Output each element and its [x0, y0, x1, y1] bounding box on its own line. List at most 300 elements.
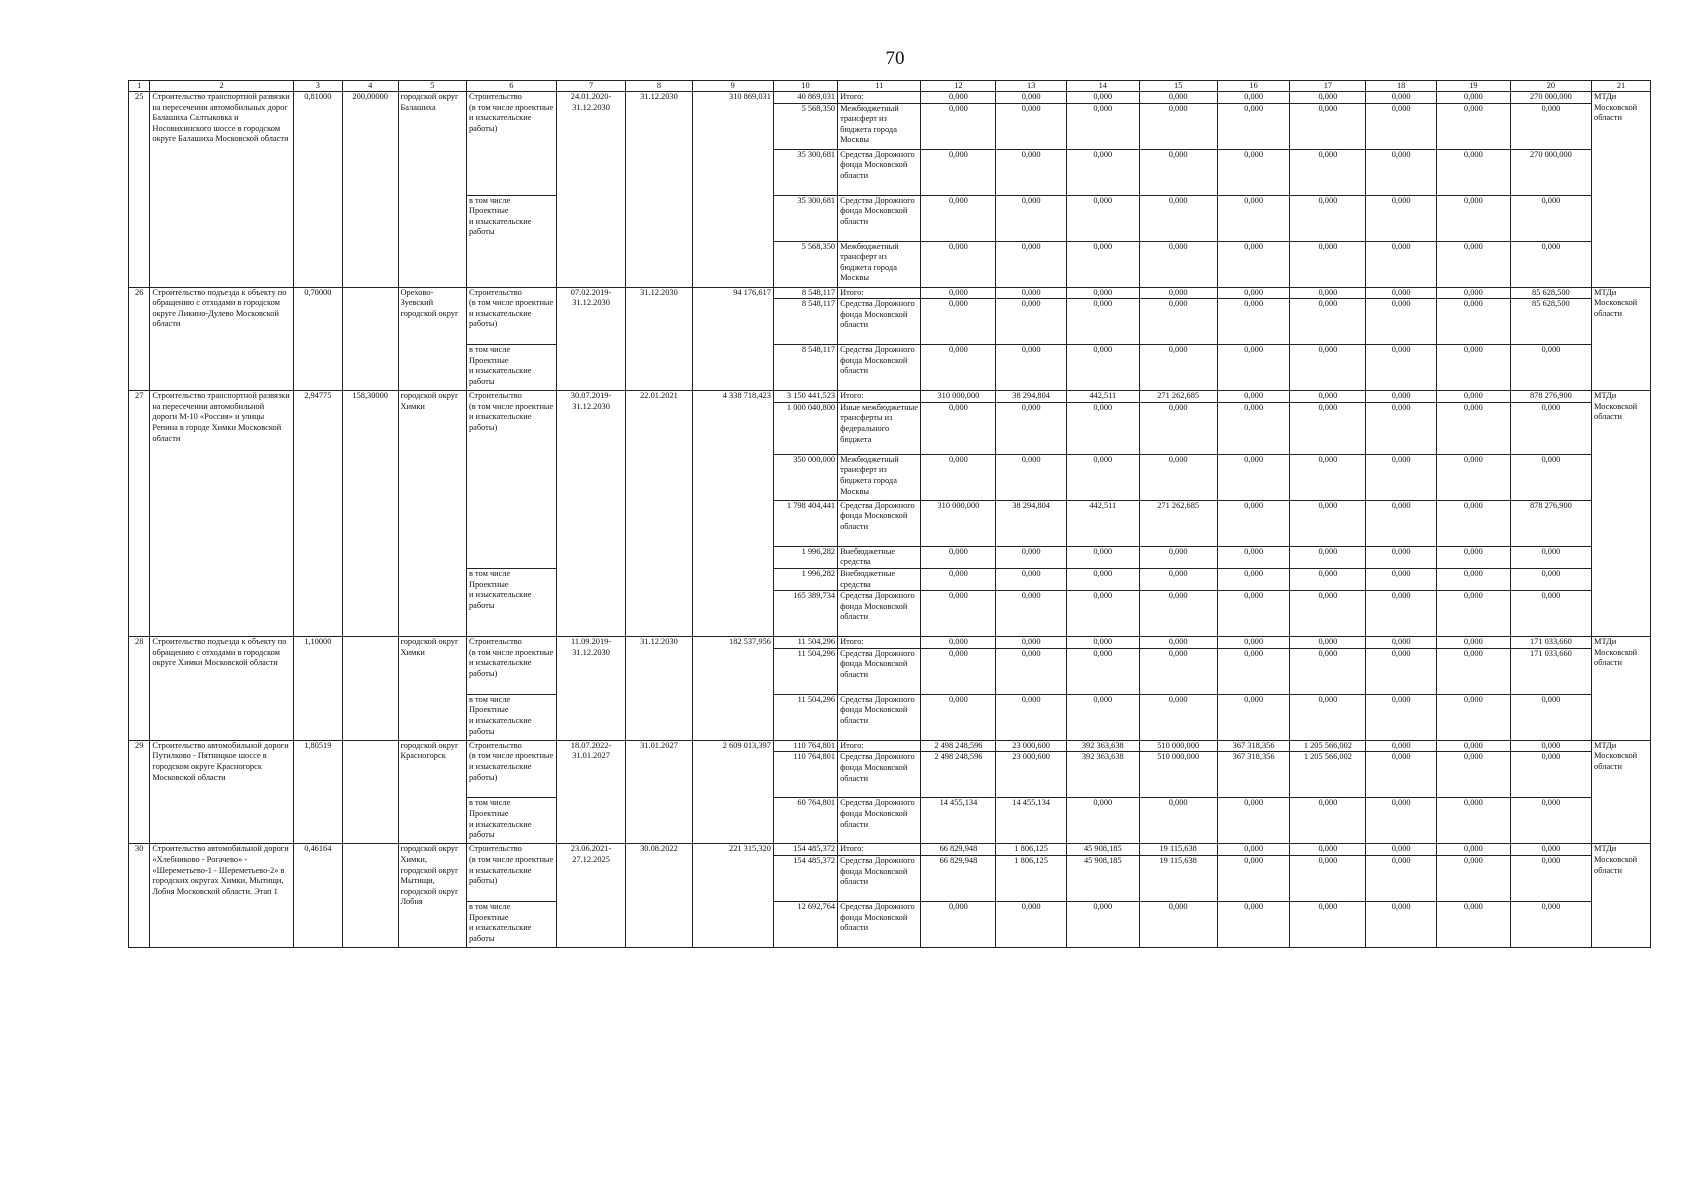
financed-amount: 165 389,734: [773, 591, 837, 637]
year-value: 0,000: [1436, 92, 1510, 104]
year-value: 0,000: [1436, 798, 1510, 844]
funding-source: Средства Дорожного фонда Московской области: [838, 648, 921, 694]
year-value: 0,000: [1510, 798, 1591, 844]
year-value: 0,000: [1510, 901, 1591, 947]
work-type: в том числе Проектные и изыскательские работы: [466, 568, 556, 636]
year-value: 0,000: [1366, 637, 1437, 649]
object-number: 28: [129, 637, 150, 741]
year-value: 0,000: [1139, 454, 1217, 500]
object-name: Строительство подъезда к объекту по обращению с отходами в городском округе Ликино-Дулево Московской области: [150, 287, 293, 391]
table-row: [129, 844, 1651, 856]
funding-source: Межбюджетный трансферт из бюджета города Москвы: [838, 241, 921, 287]
year-value: 0,000: [1436, 591, 1510, 637]
financed-amount: 1 996,282: [773, 568, 837, 590]
funding-source: Межбюджетный трансферт из бюджета города Москвы: [838, 454, 921, 500]
object-number: 29: [129, 740, 150, 844]
financed-amount: 5 568,350: [773, 241, 837, 287]
table-row: [129, 637, 1651, 649]
year-value: 0,000: [1436, 241, 1510, 287]
year-value: 1 806,125: [996, 855, 1067, 901]
year-value: 0,000: [1366, 546, 1437, 568]
year-value: 0,000: [1066, 648, 1139, 694]
funding-source: Итого:: [838, 391, 921, 403]
column-number-12: 12: [921, 81, 996, 92]
column-number-8: 8: [626, 81, 692, 92]
year-value: 0,000: [921, 241, 996, 287]
year-value: 171 033,660: [1510, 648, 1591, 694]
column-number-20: 20: [1510, 81, 1591, 92]
column-number-3: 3: [293, 81, 342, 92]
financed-amount: 11 504,296: [773, 648, 837, 694]
year-value: 510 000,000: [1139, 752, 1217, 798]
year-value: 0,000: [1436, 391, 1510, 403]
year-value: 0,000: [1366, 798, 1437, 844]
object-area: 158,30000: [342, 391, 398, 637]
year-value: 0,000: [1217, 844, 1290, 856]
year-value: 0,000: [1139, 287, 1217, 299]
object-name: Строительство автомобильной дороги Путилково - Пятницкое шоссе в городском округе Красногорск Московской области: [150, 740, 293, 844]
column-number-19: 19: [1436, 81, 1510, 92]
year-value: 0,000: [1290, 402, 1366, 454]
year-value: 0,000: [921, 299, 996, 345]
year-value: 0,000: [996, 546, 1067, 568]
year-value: 0,000: [1436, 855, 1510, 901]
year-value: 0,000: [1436, 568, 1510, 590]
funding-source: Средства Дорожного фонда Московской области: [838, 500, 921, 546]
year-value: 0,000: [1366, 694, 1437, 740]
year-value: 0,000: [1366, 844, 1437, 856]
year-value: 0,000: [1436, 345, 1510, 391]
year-value: 0,000: [1066, 454, 1139, 500]
year-value: 1 806,125: [996, 844, 1067, 856]
column-number-14: 14: [1066, 81, 1139, 92]
year-value: 0,000: [1066, 103, 1139, 149]
year-value: 271 262,685: [1139, 500, 1217, 546]
year-value: 0,000: [1066, 149, 1139, 195]
year-value: 0,000: [921, 546, 996, 568]
investment-objects-table: [128, 80, 1651, 948]
year-value: 0,000: [1290, 568, 1366, 590]
executor: МТДи Московской области: [1592, 740, 1651, 844]
page-number: 70: [885, 48, 905, 69]
financed-amount: 1 798 404,441: [773, 500, 837, 546]
year-value: 23 000,600: [996, 752, 1067, 798]
column-number-6: 6: [466, 81, 556, 92]
year-value: 0,000: [1436, 844, 1510, 856]
funding-source: Внебюджетные средства: [838, 546, 921, 568]
year-value: 0,000: [1217, 149, 1290, 195]
table-row: [129, 740, 1651, 752]
year-value: 0,000: [1436, 299, 1510, 345]
year-value: 0,000: [1366, 402, 1437, 454]
financed-amount: 1 000 040,800: [773, 402, 837, 454]
year-value: 14 455,134: [996, 798, 1067, 844]
year-value: 0,000: [1217, 855, 1290, 901]
year-value: 0,000: [1366, 901, 1437, 947]
executor: МТДи Московской области: [1592, 637, 1651, 741]
year-value: 0,000: [1366, 287, 1437, 299]
year-value: 392 363,638: [1066, 752, 1139, 798]
year-value: 0,000: [1366, 855, 1437, 901]
object-length: 0,70000: [293, 287, 342, 391]
year-value: 0,000: [1436, 287, 1510, 299]
column-number-1: 1: [129, 81, 150, 92]
year-value: 0,000: [1436, 500, 1510, 546]
opening-date: 30.08.2022: [626, 844, 692, 948]
funding-source: Средства Дорожного фонда Московской области: [838, 798, 921, 844]
funding-source: Средства Дорожного фонда Московской области: [838, 591, 921, 637]
year-value: 0,000: [1436, 149, 1510, 195]
year-value: 0,000: [1290, 546, 1366, 568]
financed-amount: 154 485,372: [773, 844, 837, 856]
financed-amount: 12 692,764: [773, 901, 837, 947]
year-value: 0,000: [1290, 694, 1366, 740]
funding-source: Итого:: [838, 92, 921, 104]
year-value: 0,000: [996, 149, 1067, 195]
work-dates: 23.06.2021- 27.12.2025: [556, 844, 626, 948]
work-type: Строительство (в том числе проектные и изыскательские работы): [466, 92, 556, 196]
year-value: 0,000: [1139, 103, 1217, 149]
year-value: 0,000: [1066, 568, 1139, 590]
year-value: 0,000: [996, 637, 1067, 649]
year-value: 0,000: [1436, 454, 1510, 500]
year-value: 0,000: [1217, 299, 1290, 345]
year-value: 0,000: [1139, 546, 1217, 568]
financed-amount: 154 485,372: [773, 855, 837, 901]
year-value: 510 000,000: [1139, 740, 1217, 752]
year-value: 2 498 248,596: [921, 740, 996, 752]
year-value: 0,000: [1436, 195, 1510, 241]
year-value: 0,000: [1217, 500, 1290, 546]
year-value: 0,000: [1436, 740, 1510, 752]
column-number-10: 10: [773, 81, 837, 92]
year-value: 1 205 566,002: [1290, 752, 1366, 798]
year-value: 0,000: [1066, 402, 1139, 454]
object-length: 2,94775: [293, 391, 342, 637]
year-value: 0,000: [1290, 103, 1366, 149]
year-value: 0,000: [1066, 195, 1139, 241]
object-length: 0,46164: [293, 844, 342, 948]
year-value: 0,000: [1290, 391, 1366, 403]
year-value: 0,000: [1510, 195, 1591, 241]
object-cost: 2 609 013,397: [692, 740, 773, 844]
object-cost: 221 315,320: [692, 844, 773, 948]
year-value: 0,000: [921, 103, 996, 149]
year-value: 0,000: [1366, 500, 1437, 546]
year-value: 0,000: [1217, 345, 1290, 391]
executor: МТДи Московской области: [1592, 391, 1651, 637]
year-value: 0,000: [1510, 103, 1591, 149]
year-value: 0,000: [1290, 500, 1366, 546]
year-value: 0,000: [1217, 195, 1290, 241]
year-value: 14 455,134: [921, 798, 996, 844]
funding-source: Средства Дорожного фонда Московской области: [838, 345, 921, 391]
work-type: в том числе Проектные и изыскательские работы: [466, 195, 556, 287]
funding-source: Межбюджетный трансферт из бюджета города Москвы: [838, 103, 921, 149]
year-value: 0,000: [921, 149, 996, 195]
object-length: 0,81000: [293, 92, 342, 288]
year-value: 66 829,948: [921, 844, 996, 856]
year-value: 85 628,500: [1510, 299, 1591, 345]
object-location: городской округ Балашиха: [398, 92, 466, 288]
year-value: 878 276,900: [1510, 391, 1591, 403]
object-cost: 310 869,031: [692, 92, 773, 288]
year-value: 0,000: [1217, 241, 1290, 287]
object-number: 26: [129, 287, 150, 391]
year-value: 0,000: [1139, 568, 1217, 590]
object-cost: 182 537,956: [692, 637, 773, 741]
year-value: 0,000: [1366, 391, 1437, 403]
financed-amount: 8 548,117: [773, 345, 837, 391]
object-name: Строительство автомобильной дороги «Хлебниково - Рогачево» - «Шереметьево-1 - Шереметьево-2» в городских округах Химки, Мытищи, Лобня Московской области. Этап 1: [150, 844, 293, 948]
year-value: 270 000,000: [1510, 149, 1591, 195]
year-value: 0,000: [1290, 798, 1366, 844]
column-number-13: 13: [996, 81, 1067, 92]
financed-amount: 60 764,801: [773, 798, 837, 844]
object-name: Строительство транспортной развязки на пересечении автомобильной дороги М-10 «Россия» и улицы Репина в городе Химки Московской области: [150, 391, 293, 637]
opening-date: 31.12.2030: [626, 287, 692, 391]
year-value: 442,511: [1066, 500, 1139, 546]
column-number-5: 5: [398, 81, 466, 92]
executor: МТДи Московской области: [1592, 287, 1651, 391]
year-value: 0,000: [1366, 103, 1437, 149]
year-value: 0,000: [1217, 637, 1290, 649]
year-value: 0,000: [1290, 648, 1366, 694]
opening-date: 31.12.2030: [626, 637, 692, 741]
year-value: 0,000: [1510, 752, 1591, 798]
year-value: 442,511: [1066, 391, 1139, 403]
year-value: 0,000: [1436, 752, 1510, 798]
year-value: 23 000,600: [996, 740, 1067, 752]
year-value: 0,000: [1066, 546, 1139, 568]
year-value: 0,000: [1066, 798, 1139, 844]
funding-source: Средства Дорожного фонда Московской области: [838, 752, 921, 798]
year-value: 0,000: [1436, 694, 1510, 740]
year-value: 0,000: [1217, 798, 1290, 844]
year-value: 0,000: [1139, 345, 1217, 391]
year-value: 0,000: [1139, 241, 1217, 287]
year-value: 0,000: [996, 92, 1067, 104]
column-number-15: 15: [1139, 81, 1217, 92]
year-value: 878 276,900: [1510, 500, 1591, 546]
year-value: 0,000: [996, 402, 1067, 454]
year-value: 0,000: [1510, 454, 1591, 500]
year-value: 0,000: [1510, 694, 1591, 740]
year-value: 0,000: [1290, 844, 1366, 856]
year-value: 1 205 566,002: [1290, 740, 1366, 752]
table-body: [129, 92, 1651, 948]
year-value: 0,000: [1366, 241, 1437, 287]
funding-source: Итого:: [838, 844, 921, 856]
year-value: 0,000: [921, 287, 996, 299]
year-value: 0,000: [996, 568, 1067, 590]
year-value: 0,000: [1366, 648, 1437, 694]
year-value: 367 318,356: [1217, 752, 1290, 798]
column-number-16: 16: [1217, 81, 1290, 92]
object-area: [342, 740, 398, 844]
column-number-21: 21: [1592, 81, 1651, 92]
year-value: 0,000: [1139, 149, 1217, 195]
financed-amount: 8 548,117: [773, 287, 837, 299]
year-value: 0,000: [996, 345, 1067, 391]
year-value: 0,000: [996, 901, 1067, 947]
year-value: 171 033,660: [1510, 637, 1591, 649]
object-cost: 94 176,617: [692, 287, 773, 391]
financed-amount: 11 504,296: [773, 637, 837, 649]
work-type: Строительство (в том числе проектные и изыскательские работы): [466, 637, 556, 695]
year-value: 0,000: [921, 694, 996, 740]
year-value: 0,000: [1436, 648, 1510, 694]
year-value: 0,000: [1290, 149, 1366, 195]
year-value: 0,000: [1366, 299, 1437, 345]
executor: МТДи Московской области: [1592, 92, 1651, 288]
object-area: [342, 637, 398, 741]
year-value: 45 908,185: [1066, 855, 1139, 901]
object-area: [342, 287, 398, 391]
executor: МТДи Московской области: [1592, 844, 1651, 948]
year-value: 0,000: [1066, 299, 1139, 345]
year-value: 0,000: [1436, 637, 1510, 649]
column-number-18: 18: [1366, 81, 1437, 92]
year-value: 19 115,638: [1139, 855, 1217, 901]
object-location: городской округ Химки: [398, 391, 466, 637]
financed-amount: 35 300,681: [773, 149, 837, 195]
year-value: 0,000: [1510, 546, 1591, 568]
year-value: 0,000: [1436, 546, 1510, 568]
year-value: 270 000,000: [1510, 92, 1591, 104]
year-value: 310 000,000: [921, 500, 996, 546]
work-type: в том числе Проектные и изыскательские работы: [466, 694, 556, 740]
year-value: 0,000: [1290, 92, 1366, 104]
funding-source: Итого:: [838, 637, 921, 649]
year-value: 0,000: [921, 901, 996, 947]
work-dates: 30.07.2019- 31.12.2030: [556, 391, 626, 637]
year-value: 0,000: [1217, 648, 1290, 694]
year-value: 0,000: [921, 637, 996, 649]
funding-source: Внебюджетные средства: [838, 568, 921, 590]
table-row: [129, 391, 1651, 403]
financed-amount: 8 548,117: [773, 299, 837, 345]
opening-date: 22.01.2021: [626, 391, 692, 637]
year-value: 0,000: [1510, 568, 1591, 590]
year-value: 0,000: [921, 195, 996, 241]
work-dates: 07.02.2019- 31.12.2030: [556, 287, 626, 391]
year-value: 0,000: [1510, 740, 1591, 752]
opening-date: 31.12.2030: [626, 92, 692, 288]
work-type: в том числе Проектные и изыскательские работы: [466, 798, 556, 844]
funding-source: Средства Дорожного фонда Московской области: [838, 299, 921, 345]
financed-amount: 1 996,282: [773, 546, 837, 568]
financed-amount: 110 764,801: [773, 740, 837, 752]
opening-date: 31.01.2027: [626, 740, 692, 844]
year-value: 0,000: [1290, 195, 1366, 241]
year-value: 0,000: [1066, 92, 1139, 104]
object-number: 25: [129, 92, 150, 288]
year-value: 0,000: [996, 454, 1067, 500]
table-row: [129, 92, 1651, 104]
year-value: 0,000: [1217, 694, 1290, 740]
year-value: 0,000: [1217, 287, 1290, 299]
column-number-11: 11: [838, 81, 921, 92]
object-location: городской округ Химки, городской округ Мытищи, городской округ Лобня: [398, 844, 466, 948]
year-value: 38 294,804: [996, 391, 1067, 403]
year-value: 0,000: [1066, 901, 1139, 947]
year-value: 0,000: [1366, 568, 1437, 590]
work-type: в том числе Проектные и изыскательские работы: [466, 901, 556, 947]
year-value: 0,000: [1290, 241, 1366, 287]
work-type: в том числе Проектные и изыскательские работы: [466, 345, 556, 391]
year-value: 0,000: [1290, 855, 1366, 901]
year-value: 0,000: [1366, 454, 1437, 500]
work-dates: 18.07.2022- 31.01.2027: [556, 740, 626, 844]
year-value: 0,000: [996, 694, 1067, 740]
year-value: 0,000: [1066, 591, 1139, 637]
year-value: 0,000: [1510, 855, 1591, 901]
year-value: 0,000: [1217, 402, 1290, 454]
year-value: 0,000: [996, 103, 1067, 149]
financed-amount: 5 568,350: [773, 103, 837, 149]
year-value: 0,000: [1139, 195, 1217, 241]
year-value: 0,000: [1217, 454, 1290, 500]
object-location: Орехово-Зуевский городской округ: [398, 287, 466, 391]
year-value: 0,000: [1217, 92, 1290, 104]
table-row: [129, 287, 1651, 299]
year-value: 0,000: [996, 299, 1067, 345]
object-cost: 4 338 718,423: [692, 391, 773, 637]
object-area: [342, 844, 398, 948]
year-value: 0,000: [921, 92, 996, 104]
year-value: 0,000: [996, 648, 1067, 694]
object-number: 27: [129, 391, 150, 637]
year-value: 0,000: [1066, 694, 1139, 740]
funding-source: Итого:: [838, 287, 921, 299]
year-value: 392 363,638: [1066, 740, 1139, 752]
year-value: 0,000: [921, 454, 996, 500]
year-value: 0,000: [1510, 591, 1591, 637]
year-value: 0,000: [996, 195, 1067, 241]
work-dates: 24.01.2020- 31.12.2030: [556, 92, 626, 288]
funding-source: Средства Дорожного фонда Московской области: [838, 694, 921, 740]
year-value: 0,000: [1510, 345, 1591, 391]
object-number: 30: [129, 844, 150, 948]
object-length: 1,80519: [293, 740, 342, 844]
year-value: 0,000: [1139, 694, 1217, 740]
object-name: Строительство подъезда к объекту по обращению с отходами в городском округе Химки Московской области: [150, 637, 293, 741]
year-value: 0,000: [1139, 92, 1217, 104]
year-value: 0,000: [1217, 103, 1290, 149]
year-value: 0,000: [1290, 591, 1366, 637]
year-value: 0,000: [1066, 241, 1139, 287]
year-value: 0,000: [1217, 591, 1290, 637]
column-number-2: 2: [150, 81, 293, 92]
year-value: 0,000: [921, 345, 996, 391]
year-value: 0,000: [1366, 740, 1437, 752]
year-value: 0,000: [1436, 901, 1510, 947]
funding-source: Итого:: [838, 740, 921, 752]
financed-amount: 3 150 441,523: [773, 391, 837, 403]
year-value: 310 000,000: [921, 391, 996, 403]
financed-amount: 40 869,031: [773, 92, 837, 104]
year-value: 19 115,638: [1139, 844, 1217, 856]
year-value: 0,000: [996, 287, 1067, 299]
year-value: 0,000: [1290, 637, 1366, 649]
object-name: Строительство транспортной развязки на пересечении автомобильных дорог Балашиха Салтыковка и Носовихинского шоссе в городском округе Балашиха Московской области: [150, 92, 293, 288]
object-area: 200,00000: [342, 92, 398, 288]
year-value: 0,000: [1290, 901, 1366, 947]
year-value: 0,000: [1217, 546, 1290, 568]
year-value: 0,000: [1066, 287, 1139, 299]
funding-source: Средства Дорожного фонда Московской области: [838, 195, 921, 241]
